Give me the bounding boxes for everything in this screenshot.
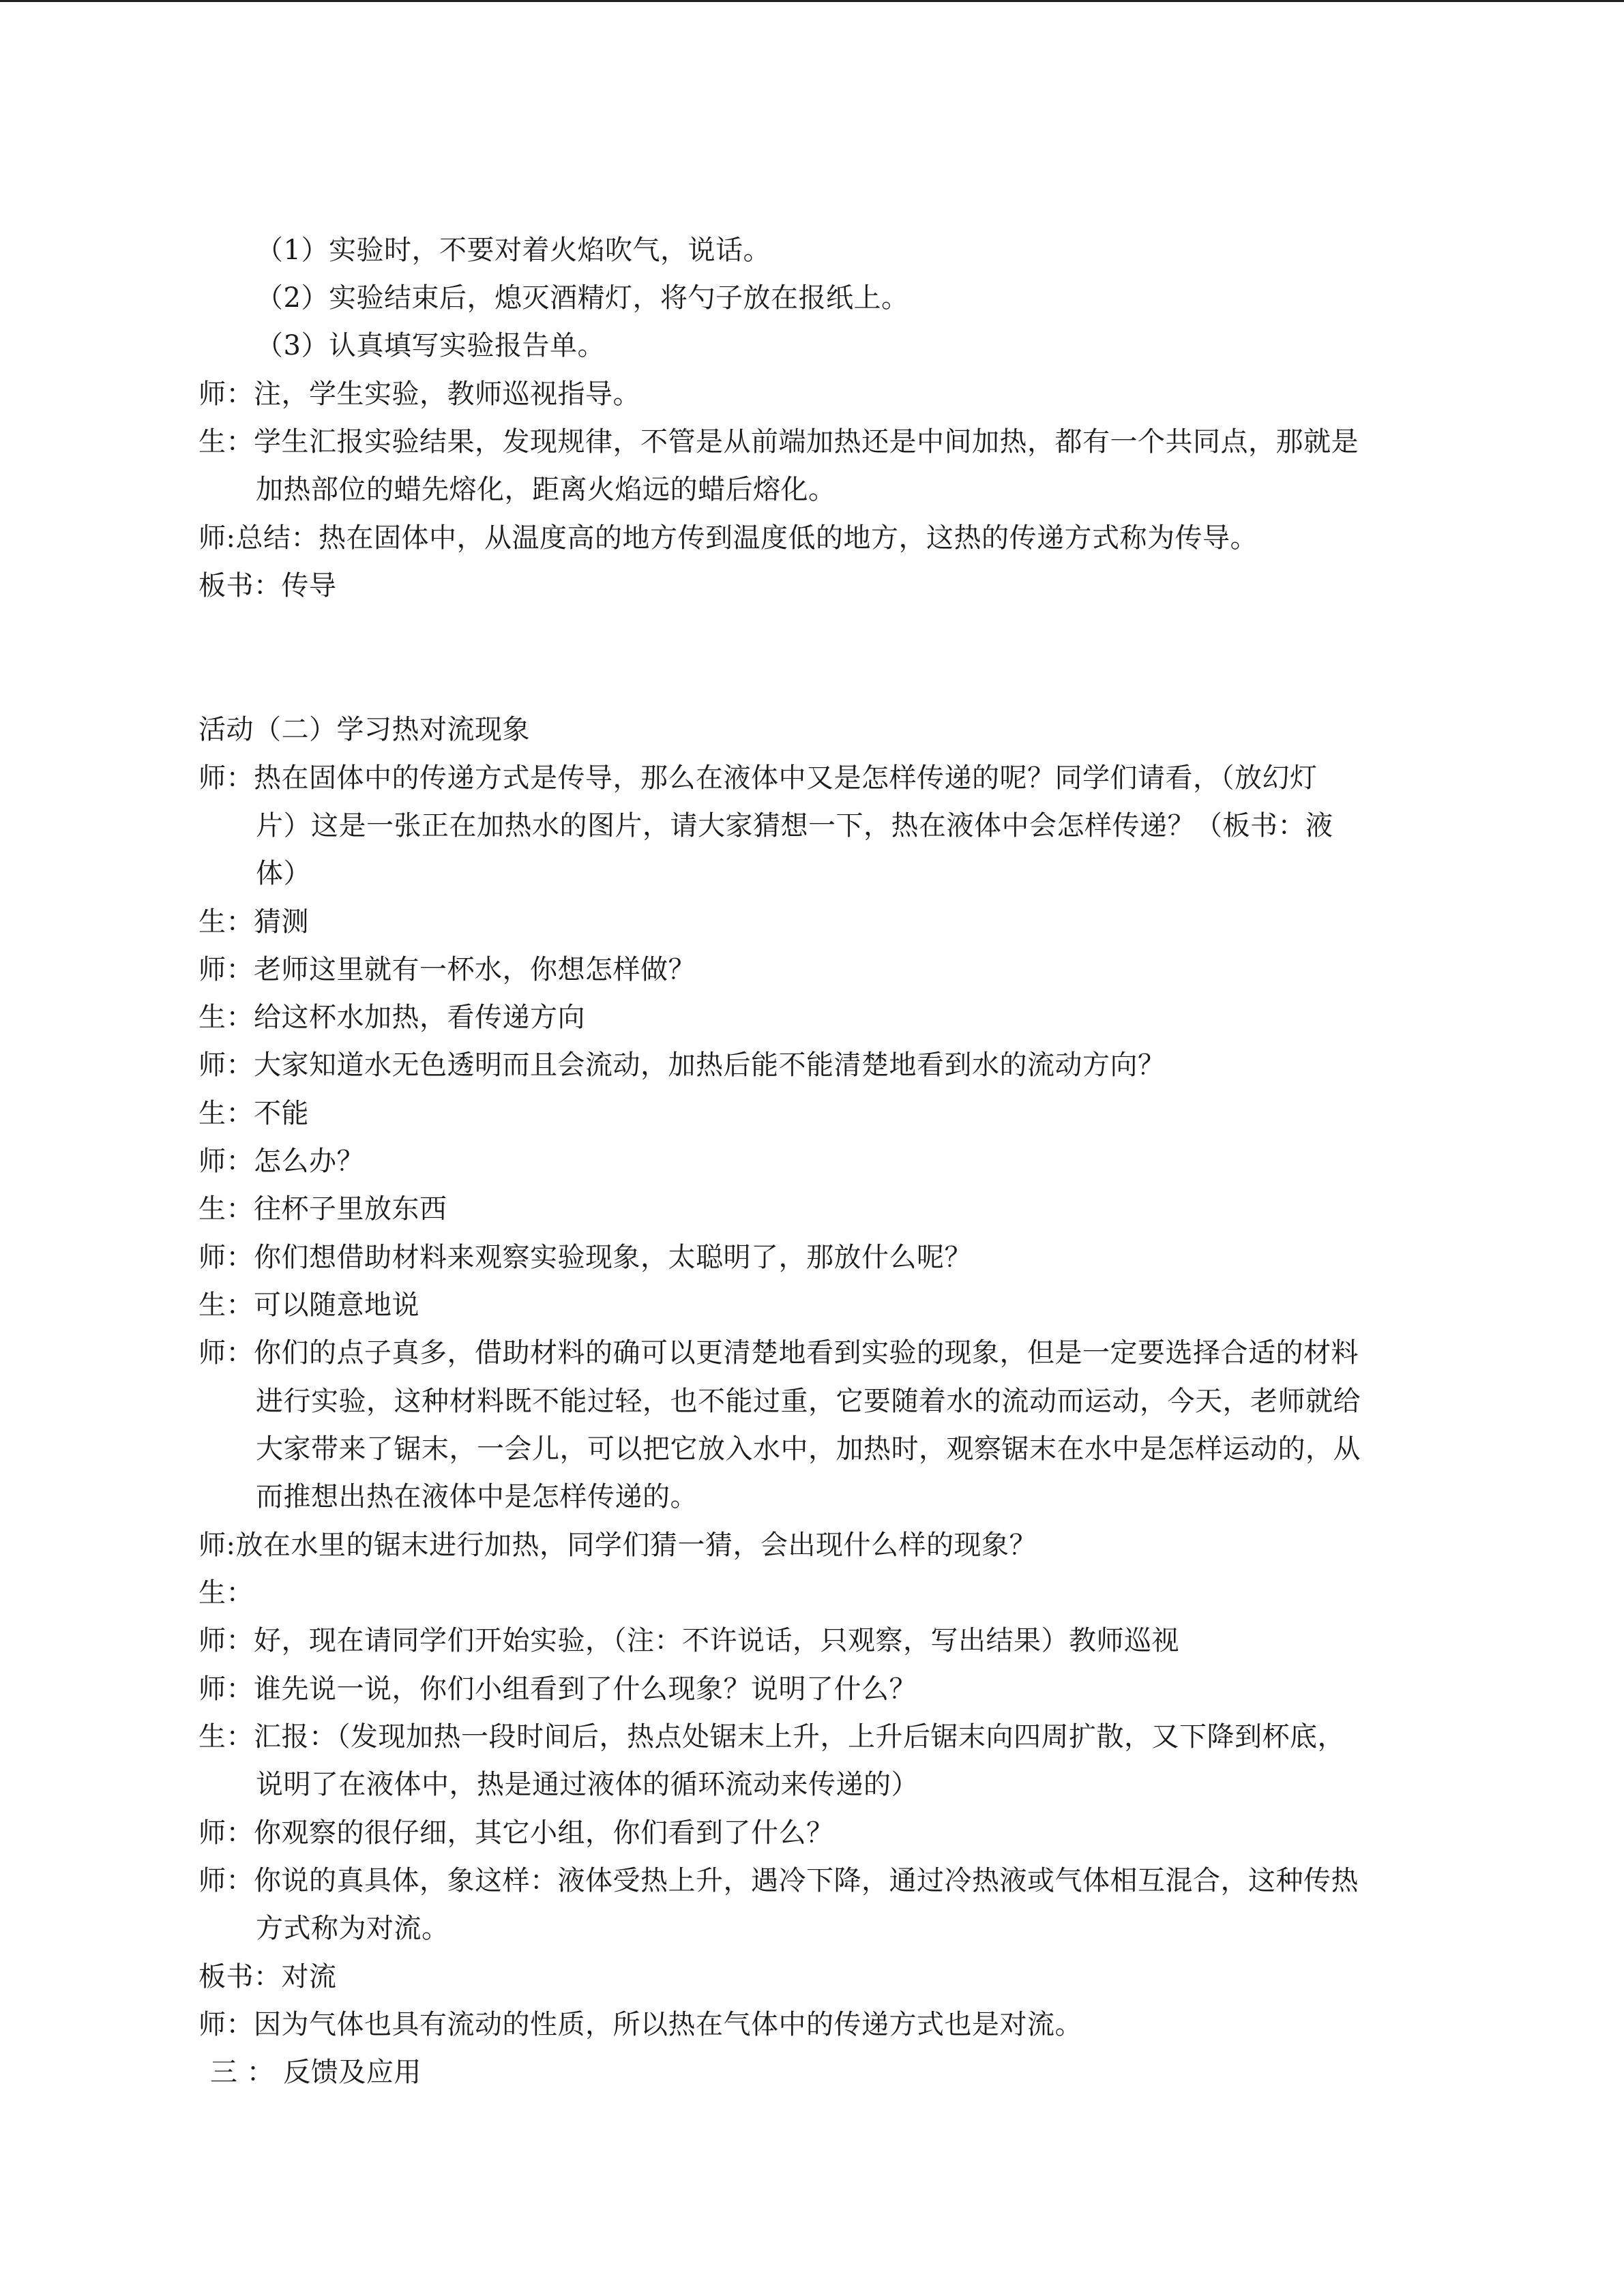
student-line: 生：往杯子里放东西 [198,1193,447,1225]
teacher-line: 师：你观察的很仔细，其它小组，你们看到了什么？ [198,1817,834,1849]
student-line-continued: 加热部位的蜡先熔化，距离火焰远的蜡后熔化。 [256,474,836,505]
teacher-line: 师：老师这里就有一杯水，你想怎样做？ [198,954,696,985]
section-heading: 三 ： 反馈及应用 [210,2057,422,2088]
teacher-summary-line: 师:总结：热在固体中，从温度高的地方传到温度低的地方，这热的传递方式称为传导。 [198,522,1258,554]
safety-note-3: （3）认真填写实验报告单。 [256,330,605,361]
teacher-line: 师：你们想借助材料来观察实验现象，太聪明了，那放什么呢？ [198,1242,972,1273]
student-line: 生： [198,1577,254,1609]
student-line: 生：汇报：（发现加热一段时间后，热点处锯末上升，上升后锯末向四周扩散，又下降到杯底， [198,1721,1345,1753]
safety-note-2: （2）实验结束后，熄灭酒精灯，将勺子放在报纸上。 [256,282,909,314]
teacher-line: 师：注，学生实验，教师巡视指导。 [198,378,640,410]
student-line-continued: 说明了在液体中，热是通过液体的循环流动来传递的） [256,1769,919,1800]
teacher-line-continued: 进行实验，这种材料既不能过轻，也不能过重，它要随着水的流动而运动，今天，老师就给 [256,1386,1361,1417]
teacher-line-continued: 大家带来了锯末，一会儿，可以把它放入水中，加热时，观察锯末在水中是怎样运动的，从 [256,1433,1361,1465]
student-line: 生：不能 [198,1098,309,1129]
teacher-line: 师:放在水里的锯末进行加热，同学们猜一猜，会出现什么样的现象？ [198,1530,1037,1561]
teacher-line: 师：你们的点子真多，借助材料的确可以更清楚地看到实验的现象，但是一定要选择合适的材料 [198,1337,1359,1369]
student-line: 生：给这杯水加热，看传递方向 [198,1002,585,1033]
teacher-line-continued: 而推想出热在液体中是怎样传递的。 [256,1481,698,1512]
teacher-line: 师：热在固体中的传递方式是传导，那么在液体中又是怎样传递的呢？同学们请看，（放幻灯 [198,762,1318,794]
teacher-line: 师：大家知道水无色透明而且会流动，加热后能不能清楚地看到水的流动方向？ [198,1049,1166,1081]
student-line: 生：学生汇报实验结果，发现规律，不管是从前端加热还是中间加热，都有一个共同点，那就是 [198,426,1359,458]
teacher-line: 师：好，现在请同学们开始实验，（注：不许说话，只观察，写出结果）教师巡视 [198,1625,1179,1656]
student-line: 生：可以随意地说 [198,1289,419,1321]
board-note-line: 板书：对流 [198,1961,337,1993]
safety-note-1: （1）实验时，不要对着火焰吹气，说话。 [256,235,771,266]
teacher-line: 师：你说的真具体，象这样：液体受热上升，遇冷下降，通过冷热液或气体相互混合，这种传热 [198,1865,1359,1896]
teacher-line: 师：怎么办？ [198,1146,364,1177]
teacher-line-continued: 片）这是一张正在加热水的图片，请大家猜想一下，热在液体中会怎样传递？（板书：液 [256,810,1333,841]
teacher-line-continued: 体） [256,858,311,889]
teacher-line: 师：谁先说一说，你们小组看到了什么现象？说明了什么？ [198,1673,917,1705]
board-note-line: 板书：传导 [198,570,337,601]
teacher-line: 师：因为气体也具有流动的性质，所以热在气体中的传递方式也是对流。 [198,2009,1082,2040]
activity-heading: 活动（二）学习热对流现象 [198,714,530,745]
student-line: 生：猜测 [198,906,309,938]
teacher-line-continued: 方式称为对流。 [256,1913,449,1944]
